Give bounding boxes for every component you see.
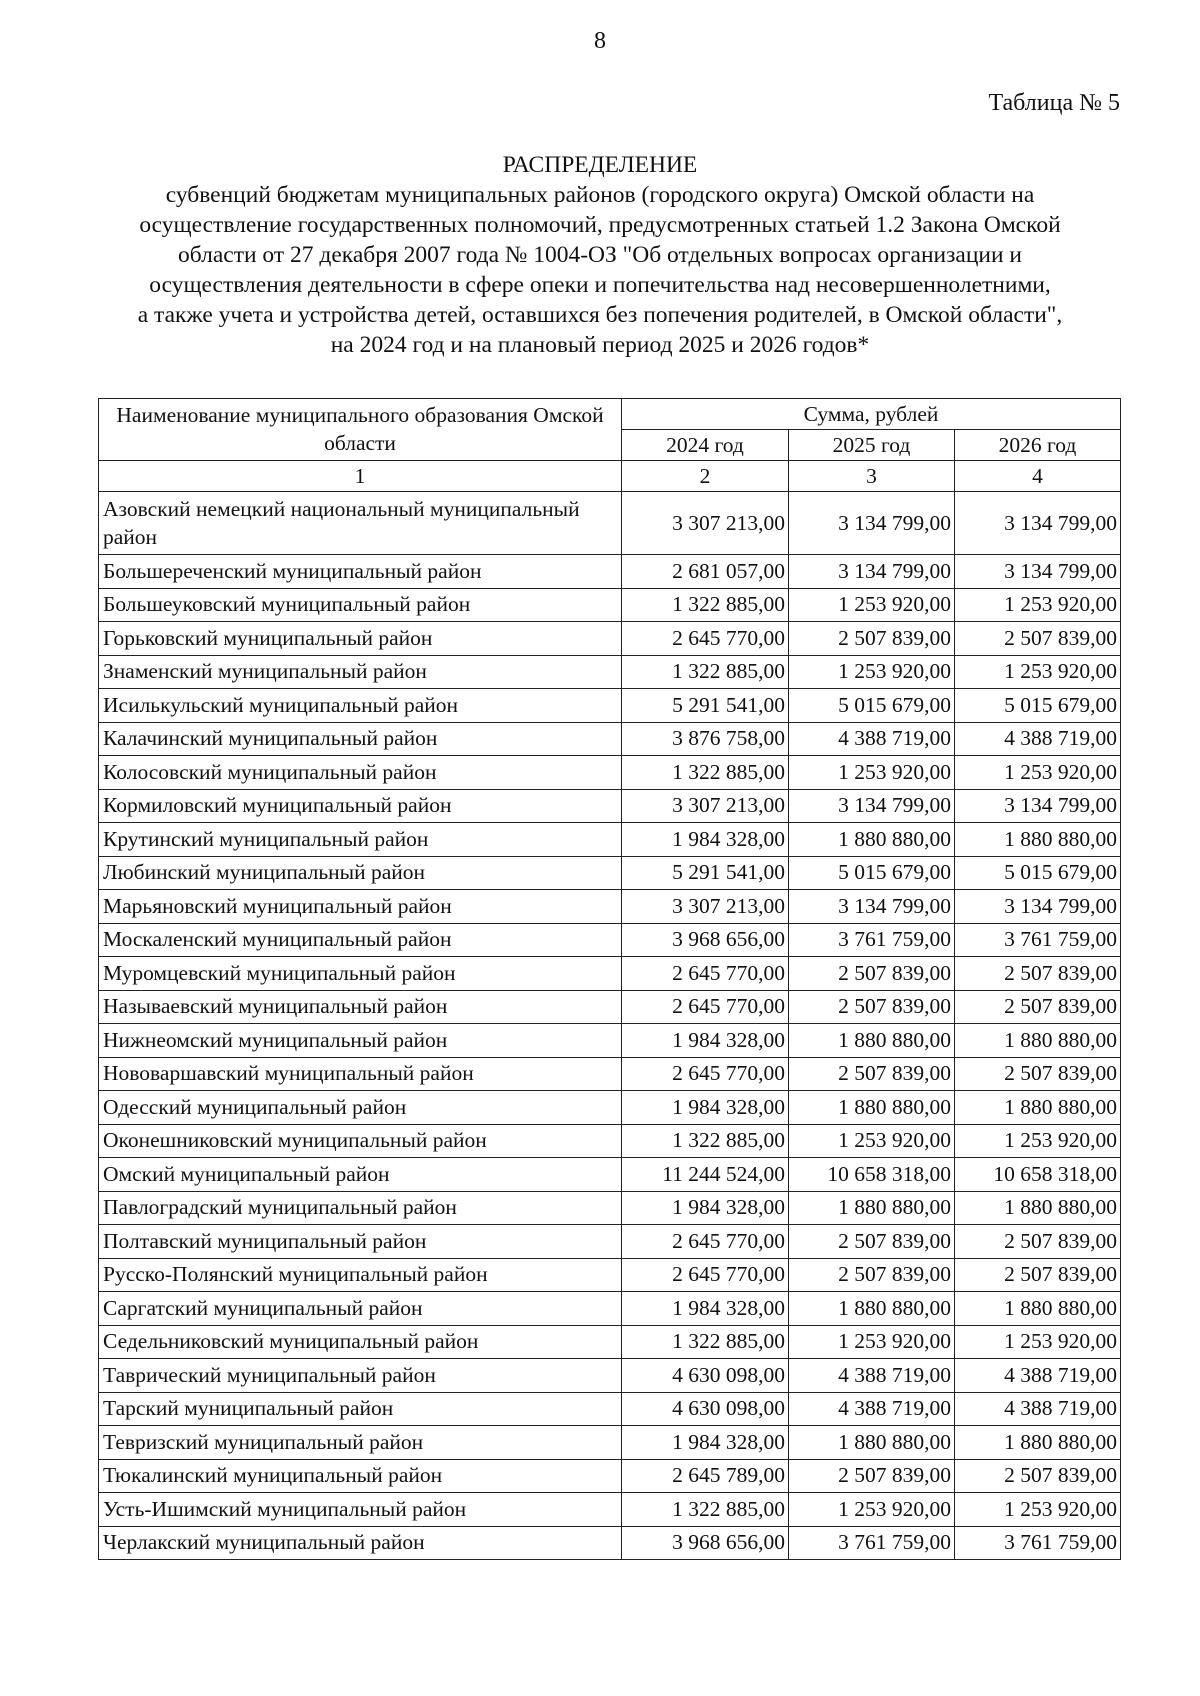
amount-2024: 2 645 770,00	[622, 622, 789, 656]
amount-2025: 3 761 759,00	[789, 1526, 955, 1560]
amount-2024: 3 876 758,00	[622, 722, 789, 756]
municipality-name: Большеуковский муниципальный район	[99, 588, 622, 622]
amount-2025: 3 134 799,00	[789, 492, 955, 555]
amount-2026: 2 507 839,00	[955, 957, 1121, 991]
amount-2025: 1 880 880,00	[789, 1024, 955, 1058]
amount-2024: 1 984 328,00	[622, 823, 789, 857]
municipality-name: Павлоградский муниципальный район	[99, 1191, 622, 1225]
amount-2026: 1 253 920,00	[955, 1325, 1121, 1359]
amount-2026: 3 761 759,00	[955, 1526, 1121, 1560]
amount-2025: 1 880 880,00	[789, 1426, 955, 1460]
table-row	[99, 1091, 1121, 1125]
table-row	[99, 1124, 1121, 1158]
municipality-name: Большереченский муниципальный район	[99, 555, 622, 589]
amount-2025: 5 015 679,00	[789, 856, 955, 890]
amount-2024: 3 307 213,00	[622, 890, 789, 924]
amount-2026: 1 253 920,00	[955, 655, 1121, 689]
header-year-2025: 2025 год	[789, 430, 955, 461]
table-row	[99, 1258, 1121, 1292]
amount-2026: 1 880 880,00	[955, 1024, 1121, 1058]
table-row	[99, 1292, 1121, 1326]
municipality-name: Марьяновский муниципальный район	[99, 890, 622, 924]
amount-2024: 1 984 328,00	[622, 1426, 789, 1460]
table-row	[99, 1191, 1121, 1225]
municipality-name: Седельниковский муниципальный район	[99, 1325, 622, 1359]
amount-2024: 1 984 328,00	[622, 1024, 789, 1058]
municipality-name: Черлакский муниципальный район	[99, 1526, 622, 1560]
municipality-name: Знаменский муниципальный район	[99, 655, 622, 689]
amount-2025: 4 388 719,00	[789, 722, 955, 756]
amount-2024: 1 322 885,00	[622, 588, 789, 622]
municipality-name: Саргатский муниципальный район	[99, 1292, 622, 1326]
table-row	[99, 1057, 1121, 1091]
amount-2024: 3 968 656,00	[622, 1526, 789, 1560]
amount-2025: 4 388 719,00	[789, 1392, 955, 1426]
table-row	[99, 492, 1121, 555]
amount-2026: 10 658 318,00	[955, 1158, 1121, 1192]
header-year-2026: 2026 год	[955, 430, 1121, 461]
amount-2026: 3 134 799,00	[955, 890, 1121, 924]
amount-2024: 2 681 057,00	[622, 555, 789, 589]
municipality-name: Полтавский муниципальный район	[99, 1225, 622, 1259]
table-row	[99, 655, 1121, 689]
amount-2024: 1 984 328,00	[622, 1191, 789, 1225]
table-row	[99, 1225, 1121, 1259]
table-row	[99, 722, 1121, 756]
amount-2024: 5 291 541,00	[622, 689, 789, 723]
column-number: 4	[955, 461, 1121, 492]
table-row	[99, 890, 1121, 924]
table-row	[99, 923, 1121, 957]
amount-2026: 4 388 719,00	[955, 1359, 1121, 1393]
amount-2026: 2 507 839,00	[955, 1258, 1121, 1292]
amount-2025: 2 507 839,00	[789, 1225, 955, 1259]
table-row	[99, 622, 1121, 656]
header-sum: Сумма, рублей	[622, 399, 1121, 430]
amount-2025: 3 134 799,00	[789, 890, 955, 924]
table-row	[99, 856, 1121, 890]
amount-2025: 1 253 920,00	[789, 1325, 955, 1359]
table-row	[99, 1024, 1121, 1058]
document-title	[120, 150, 1080, 360]
table-row	[99, 990, 1121, 1024]
municipality-name: Тевризский муниципальный район	[99, 1426, 622, 1460]
amount-2024: 1 322 885,00	[622, 756, 789, 790]
amount-2025: 3 134 799,00	[789, 789, 955, 823]
municipality-name: Калачинский муниципальный район	[99, 722, 622, 756]
municipality-name: Усть-Ишимский муниципальный район	[99, 1493, 622, 1527]
amount-2026: 2 507 839,00	[955, 622, 1121, 656]
title-line: на 2024 год и на плановый период 2025 и 2026 годов*	[330, 332, 870, 358]
amount-2025: 2 507 839,00	[789, 1459, 955, 1493]
amount-2024: 1 322 885,00	[622, 655, 789, 689]
amount-2026: 2 507 839,00	[955, 1057, 1121, 1091]
municipality-name: Тюкалинский муниципальный район	[99, 1459, 622, 1493]
amount-2026: 3 134 799,00	[955, 492, 1121, 555]
amount-2026: 1 880 880,00	[955, 1292, 1121, 1326]
amount-2024: 3 307 213,00	[622, 789, 789, 823]
distribution-table	[98, 398, 1121, 1560]
amount-2024: 11 244 524,00	[622, 1158, 789, 1192]
amount-2025: 1 253 920,00	[789, 655, 955, 689]
municipality-name: Тарский муниципальный район	[99, 1392, 622, 1426]
amount-2024: 1 322 885,00	[622, 1493, 789, 1527]
amount-2024: 5 291 541,00	[622, 856, 789, 890]
municipality-name: Любинский муниципальный район	[99, 856, 622, 890]
amount-2025: 2 507 839,00	[789, 1258, 955, 1292]
amount-2025: 5 015 679,00	[789, 689, 955, 723]
table-row	[99, 823, 1121, 857]
amount-2024: 1 984 328,00	[622, 1091, 789, 1125]
amount-2024: 2 645 770,00	[622, 1057, 789, 1091]
amount-2024: 1 322 885,00	[622, 1124, 789, 1158]
title-line: области от 27 декабря 2007 года № 1004-ОЗ "Об отдельных вопросах организации и	[177, 242, 1022, 268]
amount-2026: 3 134 799,00	[955, 555, 1121, 589]
page-number: 8	[594, 28, 606, 54]
title-line: осуществление государственных полномочий, предусмотренных статьей 1.2 Закона Омской	[139, 212, 1061, 238]
amount-2025: 1 253 920,00	[789, 588, 955, 622]
amount-2026: 2 507 839,00	[955, 1225, 1121, 1259]
municipality-name: Крутинский муниципальный район	[99, 823, 622, 857]
amount-2026: 5 015 679,00	[955, 856, 1121, 890]
municipality-name: Исилькульский муниципальный район	[99, 689, 622, 723]
title-line: а также учета и устройства детей, оставшихся без попечения родителей, в Омской области",	[137, 302, 1063, 328]
amount-2026: 1 880 880,00	[955, 823, 1121, 857]
table-row	[99, 1526, 1121, 1560]
amount-2026: 4 388 719,00	[955, 722, 1121, 756]
table-row	[99, 957, 1121, 991]
amount-2024: 1 984 328,00	[622, 1292, 789, 1326]
table-row	[99, 1158, 1121, 1192]
municipality-name: Москаленский муниципальный район	[99, 923, 622, 957]
amount-2026: 1 253 920,00	[955, 588, 1121, 622]
amount-2024: 2 645 789,00	[622, 1459, 789, 1493]
amount-2026: 2 507 839,00	[955, 990, 1121, 1024]
column-number: 1	[99, 461, 622, 492]
municipality-name: Оконешниковский муниципальный район	[99, 1124, 622, 1158]
amount-2024: 4 630 098,00	[622, 1392, 789, 1426]
amount-2024: 2 645 770,00	[622, 957, 789, 991]
amount-2026: 1 880 880,00	[955, 1426, 1121, 1460]
amount-2026: 2 507 839,00	[955, 1459, 1121, 1493]
amount-2026: 1 880 880,00	[955, 1091, 1121, 1125]
amount-2026: 3 134 799,00	[955, 789, 1121, 823]
amount-2025: 1 880 880,00	[789, 1292, 955, 1326]
amount-2025: 3 134 799,00	[789, 555, 955, 589]
amount-2026: 3 761 759,00	[955, 923, 1121, 957]
table-row	[99, 756, 1121, 790]
title-heading: РАСПРЕДЕЛЕНИЕ	[502, 152, 698, 178]
amount-2024: 2 645 770,00	[622, 1258, 789, 1292]
amount-2025: 1 880 880,00	[789, 1191, 955, 1225]
municipality-name: Горьковский муниципальный район	[99, 622, 622, 656]
amount-2025: 2 507 839,00	[789, 622, 955, 656]
municipality-name: Называевский муниципальный район	[99, 990, 622, 1024]
table-row	[99, 1392, 1121, 1426]
title-line: субвенций бюджетам муниципальных районов (городского округа) Омской области на	[165, 182, 1035, 208]
amount-2024: 3 307 213,00	[622, 492, 789, 555]
table-row	[99, 588, 1121, 622]
amount-2025: 2 507 839,00	[789, 957, 955, 991]
amount-2025: 4 388 719,00	[789, 1359, 955, 1393]
amount-2025: 1 880 880,00	[789, 823, 955, 857]
municipality-name: Азовский немецкий национальный муниципальный район	[99, 492, 622, 555]
amount-2025: 1 253 920,00	[789, 1493, 955, 1527]
amount-2025: 2 507 839,00	[789, 990, 955, 1024]
table-row	[99, 1359, 1121, 1393]
municipality-name: Таврический муниципальный район	[99, 1359, 622, 1393]
municipality-name: Колосовский муниципальный район	[99, 756, 622, 790]
municipality-name: Муромцевский муниципальный район	[99, 957, 622, 991]
table-body	[99, 492, 1121, 1560]
table-row	[99, 1459, 1121, 1493]
amount-2026: 1 253 920,00	[955, 1493, 1121, 1527]
municipality-name: Омский муниципальный район	[99, 1158, 622, 1192]
table-row	[99, 555, 1121, 589]
amount-2025: 1 880 880,00	[789, 1091, 955, 1125]
table-row	[99, 689, 1121, 723]
amount-2025: 10 658 318,00	[789, 1158, 955, 1192]
column-number: 2	[622, 461, 789, 492]
municipality-name: Одесский муниципальный район	[99, 1091, 622, 1125]
title-line: осуществления деятельности в сфере опеки и попечительства над несовершеннолетними,	[149, 272, 1051, 298]
amount-2025: 2 507 839,00	[789, 1057, 955, 1091]
amount-2026: 1 880 880,00	[955, 1191, 1121, 1225]
header-municipality: Наименование муниципального образования Омской области	[99, 399, 622, 461]
amount-2025: 1 253 920,00	[789, 756, 955, 790]
amount-2025: 3 761 759,00	[789, 923, 955, 957]
amount-2026: 1 253 920,00	[955, 1124, 1121, 1158]
table-row	[99, 1426, 1121, 1460]
table-row	[99, 1493, 1121, 1527]
amount-2025: 1 253 920,00	[789, 1124, 955, 1158]
amount-2024: 2 645 770,00	[622, 1225, 789, 1259]
header-year-2024: 2024 год	[622, 430, 789, 461]
municipality-name: Нижнеомский муниципальный район	[99, 1024, 622, 1058]
table-label: Таблица № 5	[988, 90, 1120, 116]
amount-2024: 1 322 885,00	[622, 1325, 789, 1359]
amount-2024: 3 968 656,00	[622, 923, 789, 957]
amount-2026: 5 015 679,00	[955, 689, 1121, 723]
municipality-name: Кормиловский муниципальный район	[99, 789, 622, 823]
municipality-name: Нововаршавский муниципальный район	[99, 1057, 622, 1091]
table-row	[99, 789, 1121, 823]
table-row	[99, 1325, 1121, 1359]
amount-2024: 2 645 770,00	[622, 990, 789, 1024]
amount-2024: 4 630 098,00	[622, 1359, 789, 1393]
amount-2026: 1 253 920,00	[955, 756, 1121, 790]
municipality-name: Русско-Полянский муниципальный район	[99, 1258, 622, 1292]
column-number: 3	[789, 461, 955, 492]
amount-2026: 4 388 719,00	[955, 1392, 1121, 1426]
